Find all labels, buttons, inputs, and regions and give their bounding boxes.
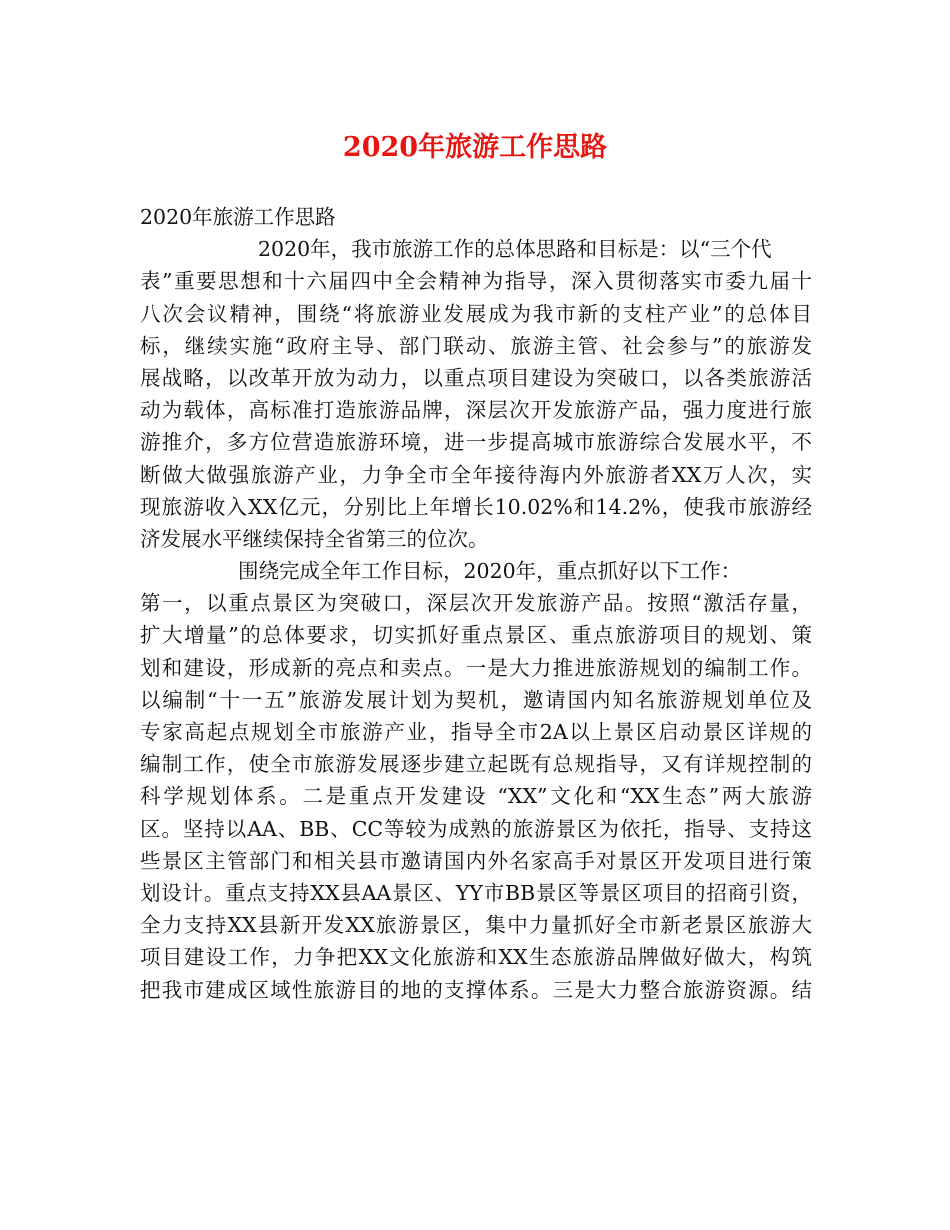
paragraph-line: 扩大增量”的总体要求，切实抓好重点景区、重点旅游项目的规划、策 (140, 623, 812, 648)
paragraph-line: 科学规划体系。二是重点开发建设 “XX”文化和“XX生态”两大旅游 (140, 784, 812, 809)
paragraph-line: 现旅游收入XX亿元，分别比上年增长10.02%和14.2%，使我市旅游经 (140, 494, 812, 519)
paragraph-line: 济发展水平继续保持全省第三的位次。 (140, 526, 489, 551)
document-title: 2020年旅游工作思路 (342, 132, 608, 163)
paragraph-line: 围绕完成全年工作目标，2020年，重点抓好以下工作： (238, 559, 742, 584)
paragraph-line: 全力支持XX县新开发XX旅游景区，集中力量抓好全市新老景区旅游大 (140, 913, 812, 938)
paragraph-line: 划设计。重点支持XX县AA景区、YY市BB景区等景区项目的招商引资， (140, 880, 812, 905)
paragraph-line: 展战略，以改革开放为动力，以重点项目建设为突破口，以各类旅游活 (140, 365, 812, 390)
paragraph-line: 八次会议精神，围绕“将旅游业发展成为我市新的支柱产业”的总体目 (140, 301, 812, 326)
paragraph-line: 游推介，多方位营造旅游环境，进一步提高城市旅游综合发展水平，不 (140, 430, 812, 455)
paragraph-line: 划和建设，形成新的亮点和卖点。一是大力推进旅游规划的编制工作。 (140, 655, 812, 680)
paragraph-line: 些景区主管部门和相关县市邀请国内外名家高手对景区开发项目进行策 (140, 848, 812, 873)
paragraph-line: 断做大做强旅游产业，力争全市全年接待海内外旅游者XX万人次，实 (140, 462, 812, 487)
paragraph-line: 项目建设工作，力争把XX文化旅游和XX生态旅游品牌做好做大，构筑 (140, 945, 812, 970)
paragraph-line: 动为载体，高标准打造旅游品牌，深层次开发旅游产品，强力度进行旅 (140, 398, 812, 423)
paragraph-line: 表”重要思想和十六届四中全会精神为指导，深入贯彻落实市委九届十 (140, 269, 812, 294)
paragraph-line: 区。坚持以AA、BB、CC等较为成熟的旅游景区为依托，指导、支持这 (140, 816, 812, 841)
paragraph-line: 专家高起点规划全市旅游产业，指导全市2A以上景区启动景区详规的 (140, 720, 812, 744)
paragraph-line: 以编制“十一五”旅游发展计划为契机，邀请国内知名旅游规划单位及 (140, 687, 812, 712)
paragraph-line: 2020年，我市旅游工作的总体思路和目标是：以“三个代 (258, 237, 772, 262)
subtitle-line: 2020年旅游工作思路 (140, 205, 336, 229)
paragraph-line: 把我市建成区域性旅游目的地的支撑体系。三是大力整合旅游资源。结 (140, 977, 812, 1002)
paragraph-line: 编制工作，使全市旅游发展逐步建立起既有总规指导，又有详规控制的 (140, 752, 812, 777)
paragraph-line: 标，继续实施“政府主导、部门联动、旅游主管、社会参与”的旅游发 (140, 333, 812, 358)
paragraph-line: 第一，以重点景区为突破口，深层次开发旅游产品。按照“激活存量， (140, 591, 812, 616)
document-body (140, 201, 812, 1006)
